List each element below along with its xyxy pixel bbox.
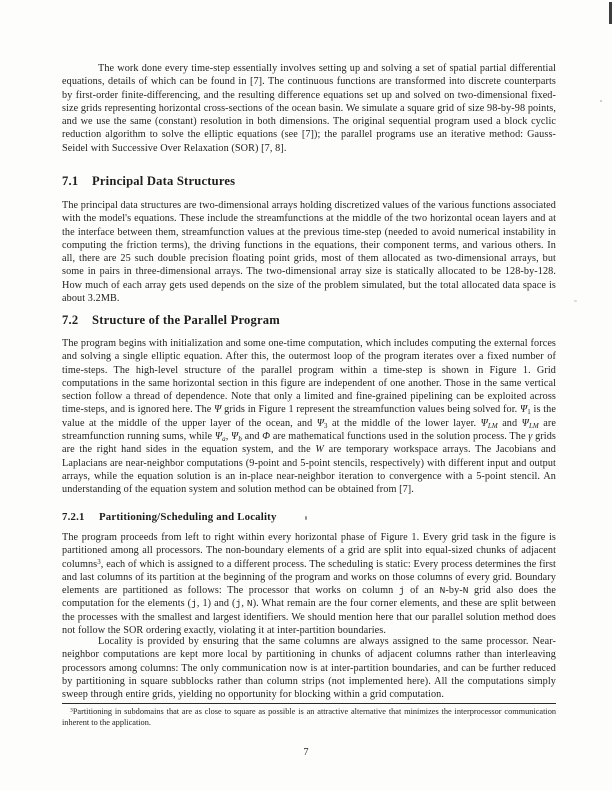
footnote-marker: 3 bbox=[70, 707, 73, 714]
section-number-7-2-1: 7.2.1 bbox=[62, 511, 85, 523]
section-number-7-1: 7.1 bbox=[62, 174, 79, 188]
page-number: 7 bbox=[303, 747, 309, 758]
scan-artifact bbox=[600, 100, 602, 102]
section-heading-7-2-1 bbox=[62, 511, 556, 523]
paragraph-7-1: The principal data structures are two-dimensional arrays holding discretized values of the various functions associated with the model's equations. These include the streamfunctions at the middle of the two horizontal ocean layers and at the interface between them, streamfunction values at the previous time-step (needed to avoid numerical instability in computing the friction terms), the driving functions in the equations, their component terms, and various others. In all, there are 25 such double precision floating point grids, most of them allocated as two-dimensional arrays, but some in pairs in three-dimensional arrays. The two-dimensional array size is statically allocated to be 128-by-128. How much of each array gets used depends on the size of the problem simulated, but the total allocated data space is about 3.2MB. bbox=[62, 200, 556, 305]
footnote-body: Partitioning in subdomains that are as close to square as possible is an attractive alternative that minimizes the interprocessor communication inherent to the application. bbox=[62, 707, 556, 727]
section-heading-7-1 bbox=[62, 174, 556, 189]
scan-artifact bbox=[574, 300, 577, 302]
footnote-text bbox=[62, 707, 556, 728]
paragraph-7-2-1-partitioning: The program proceeds from left to right within every horizontal phase of Figure 1. Every grid task in the figure is partitioned among all processors. The non-boundary elements of a grid are split into equal-sized chunks of adjacent columns$^3$, each of which is assigned to a different process. The scheduling is static: Every process determines the first and last columns of its partition at the beginning of the program and works on those columns of every grid. Boundary elements are partitioned as follows: The processor that works on column j of an N-by-N grid also does the computation for the elements (j, 1) and (j, N). What remain are the four corner elements, and these are split between the processes with the smallest and largest identifiers. We should mention here that our parallel solution method does not follow the SOR ordering exactly, violating it at inter-partition boundaries. bbox=[62, 532, 556, 637]
paragraph-intro: The work done every time-step essentially involves setting up and solving a set of spatial partial differential equations, details of which can be found in [7]. The continuous functions are transformed into discrete counterparts by first-order finite-differencing, and the resulting difference equations set up and solved on two-dimensional fixed-size grids representing horizontal cross-sections of the ocean basin. We simulate a square grid of size 98-by-98 points, and we use the same (constant) resolution in both dimensions. The original sequential program used a block cyclic reduction algorithm to solve the elliptic equations (see [7]); the parallel programs use an iterative method: Gauss-Seidel with Successive Over Relaxation (SOR) [7, 8]. bbox=[62, 63, 556, 154]
section-title-7-2: Structure of the Parallel Program bbox=[92, 313, 280, 327]
footnote bbox=[62, 703, 556, 728]
paragraph-7-2-1-locality: Locality is provided by ensuring that the same columns are always assigned to the same processor. Near-neighbor computations are kept more local by partitioning in chunks of adjacent columns rather than interleaving processors among columns: The only communication now is at inter-partition boundaries, and can be further reduced by partitioning in square subblocks rather than column strips (not implemented here). All the computations simply sweep through entire grids, yielding no opportunity for blocking within a grid computation. bbox=[62, 636, 556, 701]
paragraph-7-2: The program begins with initialization and some one-time computation, which includes computing the external forces and solving a single elliptic equation. After this, the outermost loop of the program iterates over a fixed number of time-steps. The high-level structure of the parallel program within a time-step is shown in Figure 1. Grid computations in the same horizontal section in this figure are independent of one another. Those in the same vertical section follow a thread of dependence. Note that only a limited and fine-grained pipelining can be exploited across time-steps, and is ignored here. The Ψ grids in Figure 1 represent the streamfunction values being solved for. $\Psi_1$ is the value at the middle of the upper layer of the ocean, and $\Psi_3$ at the middle of the lower layer. $\Psi_{LM}$ and $\Psi_{LM}$ are streamfunction running sums, while $\Psi_a$, $\Psi_b$ and Φ are mathematical functions used in the solution process. The γ grids are the right hand sides in the equation system, and the W are temporary workspace arrays. The Jacobians and Laplacians are near-neighbor computations (9-point and 5-point stencils, respectively) with different input and output arrays, while the equation solution is an in-place near-neighbor iteration to convergence with a 5-point stencil. An understanding of the equation system and solution method can be obtained from [7]. bbox=[62, 338, 557, 496]
footnote-rule bbox=[62, 703, 556, 704]
section-title-7-1: Principal Data Structures bbox=[92, 174, 236, 188]
section-heading-7-2 bbox=[62, 313, 556, 328]
section-title-7-2-1: Partitioning/Scheduling and Locality bbox=[99, 511, 277, 523]
section-number-7-2: 7.2 bbox=[62, 313, 79, 327]
